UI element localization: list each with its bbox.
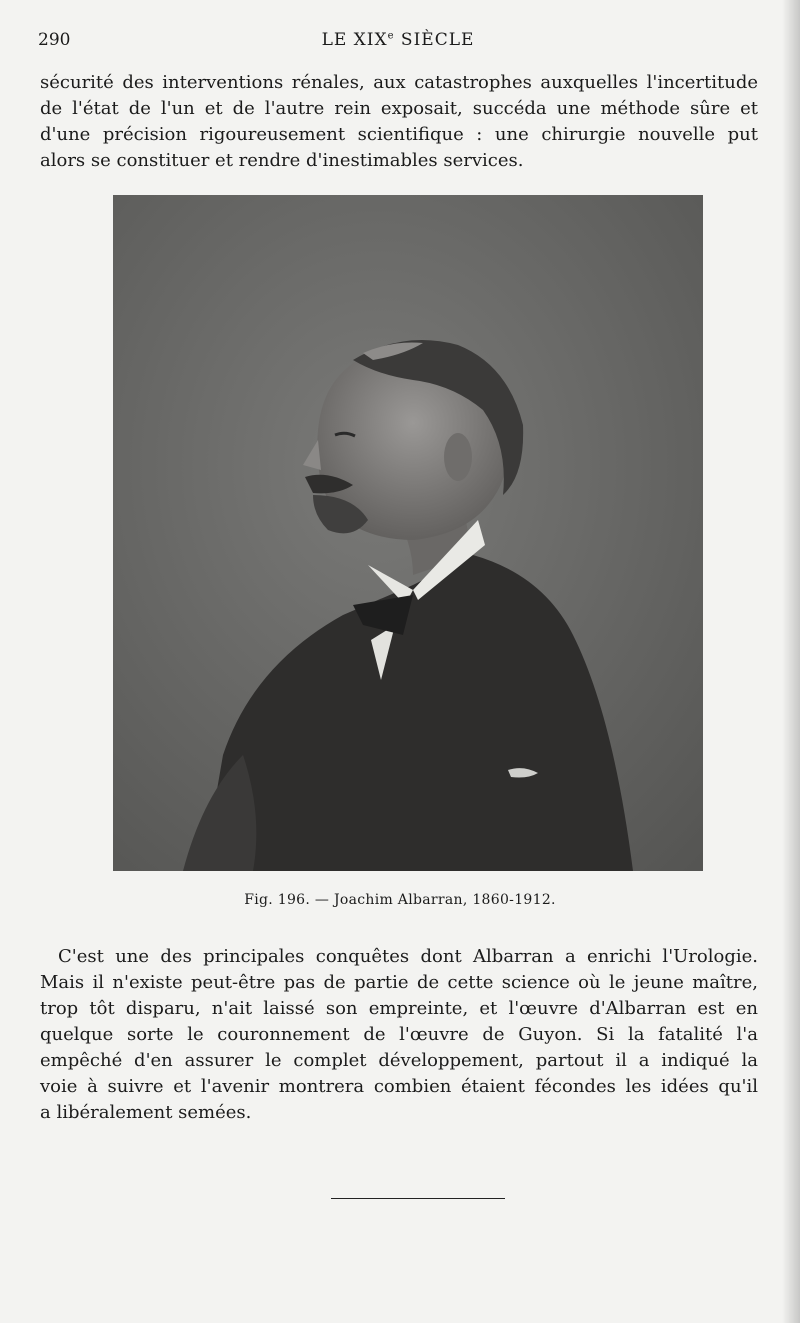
text-line: Mais il n'existe peut-être pas de partie de cette science où le jeune maître, — [40, 972, 758, 993]
portrait-image — [113, 195, 703, 871]
text-line: quelque sorte le couronnement de l'œuvre de Guyon. Si la fatalité l'a — [40, 1024, 758, 1045]
text-line: alors se constituer et rendre d'inestimables services. — [40, 150, 524, 171]
running-header — [38, 30, 758, 52]
figure-caption: Fig. 196. — Joachim Albarran, 1860-1912. — [244, 892, 556, 908]
text-line: C'est une des principales conquêtes dont Albarran a enrichi l'Urologie. — [58, 946, 758, 967]
paragraph-top — [40, 70, 758, 174]
text-line: d'une précision rigoureusement scientifique : une chirurgie nouvelle put — [40, 124, 758, 145]
text-line: a libéralement semées. — [40, 1102, 252, 1123]
section-divider-rule — [331, 1198, 505, 1199]
running-title: LE XIXe SIÈCLE — [321, 30, 475, 50]
text-line: voie à suivre et l'avenir montrera combien étaient fécondes les idées qu'il — [40, 1076, 758, 1097]
text-line: empêché d'en assurer le complet développement, partout il a indiqué la — [40, 1050, 758, 1071]
paragraph-bottom — [40, 944, 758, 1126]
page-edge-shadow — [782, 0, 800, 1323]
text-line: sécurité des interventions rénales, aux catastrophes auxquelles l'incertitude — [40, 72, 758, 93]
portrait-photograph — [113, 195, 703, 871]
text-line: de l'état de l'un et de l'autre rein exposait, succéda une méthode sûre et — [40, 98, 758, 119]
text-line: trop tôt disparu, n'ait laissé son empreinte, et l'œuvre d'Albarran est en — [40, 998, 758, 1019]
page-number: 290 — [38, 30, 71, 50]
